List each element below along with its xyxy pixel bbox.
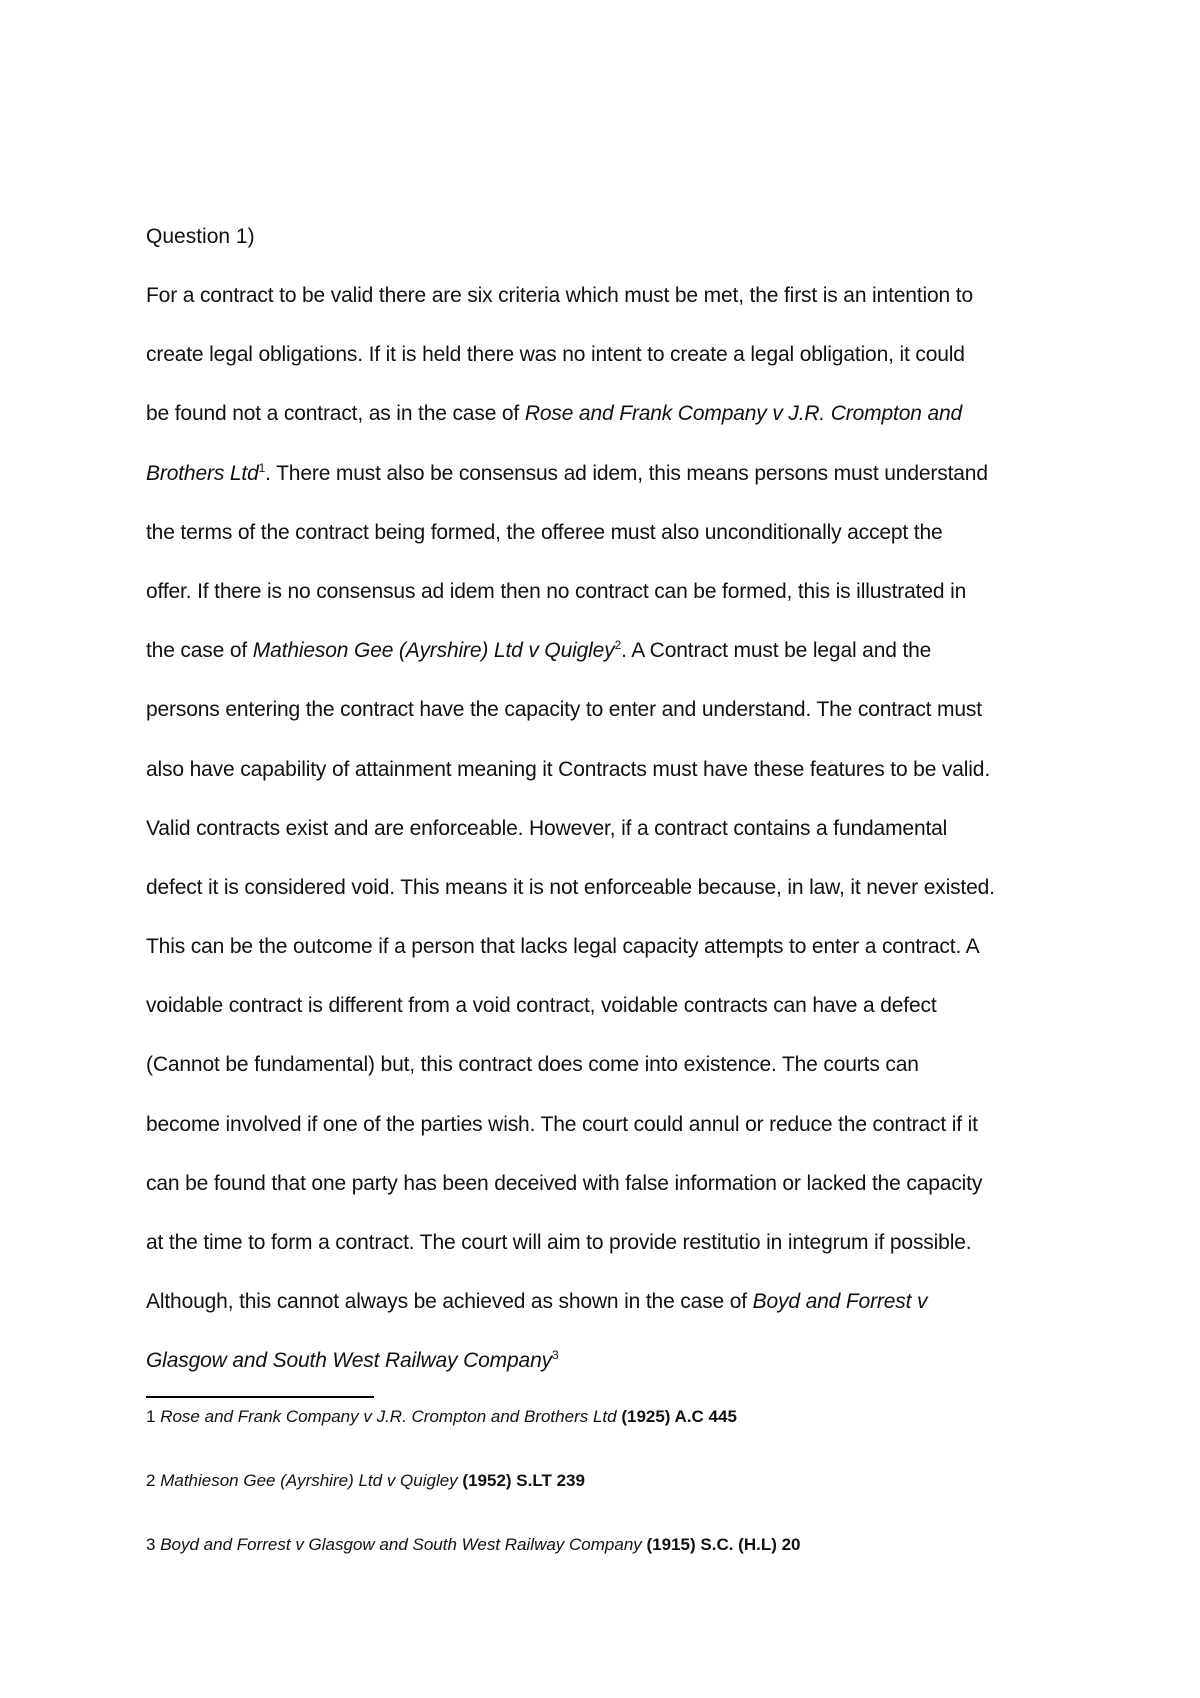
- footnote-case: Mathieson Gee (Ayrshire) Ltd v Quigley: [160, 1471, 458, 1490]
- footnote: [146, 1533, 801, 1597]
- footnote-ref: 3: [551, 1348, 559, 1363]
- line-text: . There must also be consensus ad idem, this means persons must understand: [265, 461, 988, 485]
- line-text: Although, this cannot always be achieved as shown in the case of: [146, 1290, 753, 1314]
- case-name: Glasgow and South West Railway Company: [146, 1349, 552, 1373]
- body-line: [146, 577, 995, 636]
- question-heading: Question 1): [146, 225, 255, 248]
- body-line: [146, 1169, 995, 1228]
- body-line: [146, 814, 995, 873]
- footnote-ref: 2: [614, 638, 622, 653]
- body-line: [146, 459, 995, 518]
- case-name: Boyd and Forrest v: [752, 1290, 928, 1314]
- footnote-number: 2: [146, 1471, 156, 1490]
- line-text: at the time to form a contract. The court will aim to provide restitutio in integrum if possible.: [146, 1231, 972, 1254]
- line-text: the terms of the contract being formed, the offeree must also unconditionally accept the: [146, 520, 943, 544]
- body-line: [146, 1050, 995, 1109]
- body-line: [146, 695, 995, 754]
- line-text: offer. If there is no consensus ad idem then no contract can be formed, this is illustrated in: [146, 579, 967, 603]
- line-text: For a contract to be valid there are six criteria which must be met, the first is an intention to: [146, 284, 973, 307]
- body-text: [146, 281, 995, 1406]
- body-line: [146, 991, 995, 1050]
- line-text: defect it is considered void. This means it is not enforceable because, in law, it never existed.: [146, 875, 995, 899]
- line-text: create legal obligations. If it is held there was no intent to create a legal obligation, it could: [146, 343, 965, 367]
- footnote-citation: (1915) S.C. (H.L) 20: [646, 1535, 801, 1554]
- line-text: . A Contract must be legal and the: [621, 639, 932, 663]
- body-line: [146, 518, 995, 577]
- footnote-separator: [146, 1396, 374, 1398]
- line-text: Valid contracts exist and are enforceable. However, if a contract contains a fundamental: [146, 816, 948, 840]
- body-line: [146, 755, 995, 814]
- body-line: [146, 873, 995, 932]
- footnote-case: Rose and Frank Company v J.R. Crompton and Brothers Ltd: [160, 1407, 617, 1426]
- footnote-case: Boyd and Forrest v Glasgow and South West Railway Company: [160, 1535, 642, 1554]
- footnotes: [146, 1405, 801, 1597]
- body-line: [146, 932, 995, 991]
- footnote-number: 1: [146, 1407, 156, 1426]
- line-text: be found not a contract, as in the case of: [146, 402, 525, 426]
- line-text: also have capability of attainment meaning it Contracts must have these features to be valid.: [146, 757, 991, 781]
- body-line: [146, 1287, 995, 1346]
- case-name: Mathieson Gee (Ayrshire) Ltd v Quigley: [252, 639, 615, 663]
- case-name: Brothers Ltd: [146, 461, 259, 485]
- footnote: [146, 1469, 801, 1533]
- case-name: Rose and Frank Company v J.R. Crompton and: [524, 402, 963, 426]
- footnote-number: 3: [146, 1535, 156, 1554]
- line-text: (Cannot be fundamental) but, this contract does come into existence. The courts can: [146, 1053, 919, 1077]
- line-text: This can be the outcome if a person that lacks legal capacity attempts to enter a contract. A: [146, 935, 980, 959]
- body-line: [146, 1228, 995, 1287]
- body-line: [146, 636, 995, 695]
- line-text: voidable contract is different from a void contract, voidable contracts can have a defect: [146, 994, 937, 1018]
- footnote-ref: 1: [258, 460, 266, 475]
- body-line: [146, 340, 995, 399]
- footnote-citation: (1952) S.LT 239: [462, 1471, 585, 1490]
- footnote-citation: (1925) A.C 445: [621, 1407, 737, 1426]
- body-line: [146, 1110, 995, 1169]
- body-line: [146, 281, 995, 340]
- body-line: [146, 399, 995, 458]
- footnote: [146, 1405, 801, 1469]
- line-text: become involved if one of the parties wish. The court could annul or reduce the contract if it: [146, 1112, 978, 1136]
- line-text: the case of: [146, 639, 253, 663]
- line-text: persons entering the contract have the capacity to enter and understand. The contract must: [146, 698, 982, 722]
- line-text: can be found that one party has been deceived with false information or lacked the capacity: [146, 1171, 983, 1195]
